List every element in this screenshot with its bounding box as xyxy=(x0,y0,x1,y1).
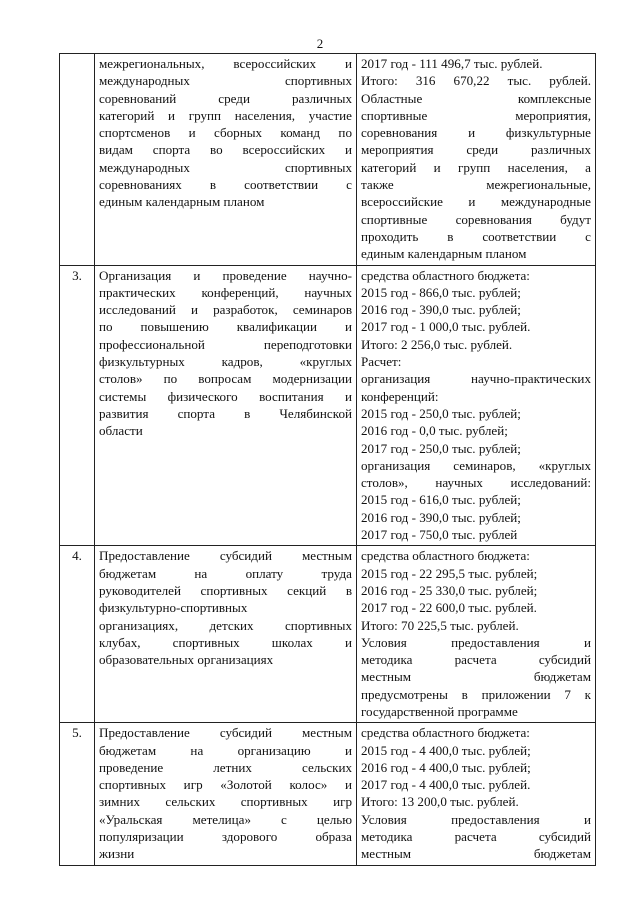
description-line: образовательных организациях xyxy=(99,652,274,668)
financing-line: 2016 год - 390,0 тыс. рублей; xyxy=(361,509,521,525)
description-line: Предоставление субсидий местным xyxy=(99,725,352,741)
table-row xyxy=(60,546,596,723)
description-line: соревнований среди различных xyxy=(99,90,352,106)
activity-description-cell xyxy=(95,54,357,266)
row-number: 4. xyxy=(60,546,95,723)
description-line: видам спорта во всероссийских и xyxy=(99,142,352,158)
description-line: категорий и групп населения, участие xyxy=(99,107,352,123)
description-line: спортсменов и сборных команд по xyxy=(99,125,352,141)
financing-line: спортивные соревнования будут xyxy=(361,211,591,227)
financing-line: Областные комплексные xyxy=(361,90,591,106)
description-line: международных спортивных xyxy=(99,159,352,175)
financing-line: 2016 год - 0,0 тыс. рублей; xyxy=(361,423,508,439)
description-line: проведение летних сельских xyxy=(99,759,352,775)
financing-line: спортивные мероприятия, xyxy=(361,107,591,123)
description-line: соревнованиях в соответствии с xyxy=(99,177,352,193)
activity-description-cell xyxy=(95,546,357,723)
financing-line: 2015 год - 22 295,5 тыс. рублей; xyxy=(361,565,538,581)
financing-line: 2017 год - 4 400,0 тыс. рублей. xyxy=(361,777,531,793)
row-number: 5. xyxy=(60,723,95,865)
description-line: столов» по вопросам модернизации xyxy=(99,371,352,387)
financing-line: мероприятия среди различных xyxy=(361,142,591,158)
description-line: единым календарным планом xyxy=(99,194,265,210)
financing-cell xyxy=(357,546,596,723)
description-line: «Уральская метелица» с целью xyxy=(99,811,352,827)
financing-line: проходить в соответствии с xyxy=(361,228,591,244)
financing-cell xyxy=(357,723,596,865)
description-line: популяризации здорового образа xyxy=(99,829,352,845)
financing-line: 2015 год - 4 400,0 тыс. рублей; xyxy=(361,742,531,758)
financing-line: 2015 год - 866,0 тыс. рублей; xyxy=(361,284,521,300)
description-line: развития спорта в Челябинской xyxy=(99,405,352,421)
description-line: бюджетам на оплату труда xyxy=(99,565,352,581)
financing-line: Итого: 2 256,0 тыс. рублей. xyxy=(361,336,513,352)
row-number xyxy=(60,54,95,266)
financing-line: всероссийские и международные xyxy=(361,194,591,210)
description-line: физкультурно-спортивных xyxy=(99,600,248,616)
description-line: жизни xyxy=(99,846,135,862)
description-line: международных спортивных xyxy=(99,73,352,89)
financing-line: конференций: xyxy=(361,388,439,404)
financing-line: 2017 год - 111 496,7 тыс. рублей. xyxy=(361,56,543,71)
description-line: по повышению квалификации и xyxy=(99,319,352,335)
description-line: профессиональной переподготовки xyxy=(99,336,352,352)
financing-line: средства областного бюджета: xyxy=(361,267,530,283)
financing-line: 2016 год - 390,0 тыс. рублей; xyxy=(361,302,521,318)
program-activities-table xyxy=(59,53,596,866)
financing-line: Итого: 70 225,5 тыс. рублей. xyxy=(361,617,519,633)
financing-line: единым календарным планом xyxy=(361,246,527,262)
financing-line: методика расчета субсидий xyxy=(361,829,591,845)
financing-line: организация семинаров, «круглых xyxy=(361,457,591,473)
financing-line: Условия предоставления и xyxy=(361,634,591,650)
financing-line: государственной программе xyxy=(361,703,518,719)
financing-line: 2016 год - 4 400,0 тыс. рублей; xyxy=(361,759,531,775)
financing-line: столов», научных исследований: xyxy=(361,475,591,491)
financing-line: соревнования и физкультурные xyxy=(361,125,591,141)
financing-line: организация научно-практических xyxy=(361,371,591,387)
financing-line: 2017 год - 1 000,0 тыс. рублей. xyxy=(361,319,531,335)
description-line: спортивных игр «Золотой колос» и xyxy=(99,777,352,793)
financing-line: 2015 год - 616,0 тыс. рублей; xyxy=(361,492,521,508)
description-line: области xyxy=(99,423,143,439)
financing-cell xyxy=(357,265,596,546)
table-row xyxy=(60,265,596,546)
activity-description-cell xyxy=(95,723,357,865)
description-line: Организация и проведение научно- xyxy=(99,267,352,283)
description-line: Предоставление субсидий местным xyxy=(99,548,352,564)
financing-line: средства областного бюджета: xyxy=(361,548,530,564)
financing-line: 2017 год - 750,0 тыс. рублей xyxy=(361,527,518,543)
description-line: межрегиональных, всероссийских и xyxy=(99,56,352,71)
description-line: системы физического воспитания и xyxy=(99,388,352,404)
description-line: бюджетам на организацию и xyxy=(99,742,352,758)
financing-line: 2016 год - 25 330,0 тыс. рублей; xyxy=(361,582,538,598)
description-line: практических конференций, научных xyxy=(99,284,352,300)
financing-line: предусмотрены в приложении 7 к xyxy=(361,686,591,702)
description-line: физкультурных кадров, «круглых xyxy=(99,354,352,370)
financing-line: Итого: 13 200,0 тыс. рублей. xyxy=(361,794,519,810)
financing-line: местным бюджетам xyxy=(361,846,591,862)
financing-line: категорий и групп населения, а xyxy=(361,159,591,175)
activity-description-cell xyxy=(95,265,357,546)
financing-line: также межрегиональные, xyxy=(361,177,591,193)
description-line: организациях, детских спортивных xyxy=(99,617,352,633)
financing-line: Условия предоставления и xyxy=(361,811,591,827)
description-line: руководителей спортивных секций в xyxy=(99,582,352,598)
page-number: 2 xyxy=(316,36,324,51)
financing-line: средства областного бюджета: xyxy=(361,725,530,741)
financing-line: Итого: 316 670,22 тыс. рублей. xyxy=(361,73,591,89)
financing-cell xyxy=(357,54,596,266)
financing-line: местным бюджетам xyxy=(361,669,591,685)
financing-line: 2017 год - 22 600,0 тыс. рублей. xyxy=(361,600,537,616)
description-line: зимних сельских спортивных игр xyxy=(99,794,352,810)
financing-line: Расчет: xyxy=(361,354,402,370)
financing-line: 2015 год - 250,0 тыс. рублей; xyxy=(361,405,521,421)
description-line: исследований и разработок, семинаров xyxy=(99,302,352,318)
table-row xyxy=(60,723,596,865)
row-number: 3. xyxy=(60,265,95,546)
financing-line: методика расчета субсидий xyxy=(361,652,591,668)
description-line: клубах, спортивных школах и xyxy=(99,634,352,650)
financing-line: 2017 год - 250,0 тыс. рублей; xyxy=(361,440,521,456)
table-row xyxy=(60,54,596,266)
